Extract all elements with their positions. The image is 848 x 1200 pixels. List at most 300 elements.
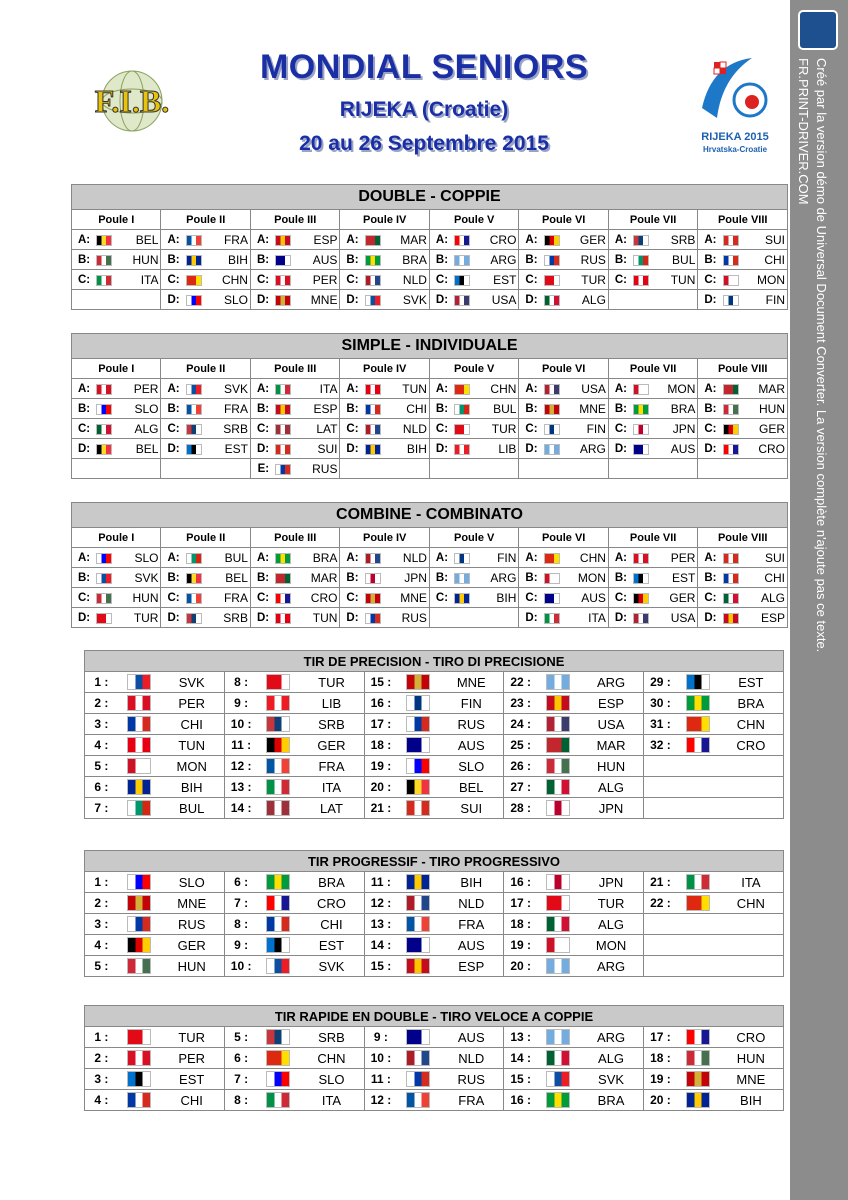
country-code <box>719 777 784 798</box>
poule-header: Poule III <box>250 359 339 379</box>
group-letter: B: <box>429 399 450 419</box>
country-code: BIH <box>206 250 251 270</box>
flag-ita-icon <box>266 1092 290 1108</box>
flag-est-icon <box>454 275 470 286</box>
flag-ita-icon <box>275 384 291 395</box>
country-code: ITA <box>295 379 340 399</box>
rank-number: 22 : <box>644 893 677 914</box>
poule-header: Poule III <box>250 210 339 230</box>
country-code: PER <box>116 379 161 399</box>
flag-cell <box>271 568 295 588</box>
group-letter: A: <box>429 548 450 568</box>
table-row <box>85 756 784 777</box>
table-row <box>72 290 788 310</box>
flag-cell <box>182 608 206 628</box>
flag-fra-icon <box>406 1092 430 1108</box>
country-code: CRO <box>719 735 784 756</box>
group-letter: C: <box>698 588 719 608</box>
rank-number <box>644 777 677 798</box>
country-code: SUI <box>743 230 788 250</box>
country-code: MON <box>564 568 609 588</box>
flag-mon-icon <box>544 573 560 584</box>
double-coppie-table <box>71 184 788 310</box>
country-code: TUR <box>564 270 609 290</box>
group-letter: C: <box>340 419 361 439</box>
flag-cell <box>719 459 743 479</box>
flag-alg-icon <box>544 295 560 306</box>
rank-number: 6 : <box>85 777 118 798</box>
table-row <box>85 1048 784 1069</box>
section-title: TIR RAPIDE EN DOUBLE - TIRO VELOCE A COPPIE <box>85 1006 784 1027</box>
poule-header: Poule VII <box>608 210 697 230</box>
country-code: RUS <box>295 459 340 479</box>
rank-number: 14 : <box>224 798 257 819</box>
flag-cell <box>271 588 295 608</box>
group-letter: C: <box>72 588 93 608</box>
section-title: COMBINE - COMBINATO <box>72 503 788 528</box>
rank-number <box>644 914 677 935</box>
country-code: MNE <box>564 399 609 419</box>
rank-number: 22 : <box>504 672 537 693</box>
rank-number: 17 : <box>504 893 537 914</box>
flag-sui-icon <box>723 553 739 564</box>
group-letter: B: <box>72 399 93 419</box>
flag-cell <box>677 914 719 935</box>
flag-cell <box>118 756 160 777</box>
flag-aus-icon <box>406 737 430 753</box>
flag-cell <box>397 693 439 714</box>
flag-cell <box>361 290 385 310</box>
group-letter: B: <box>161 568 182 588</box>
flag-cell <box>450 439 474 459</box>
flag-cell <box>450 459 474 479</box>
page-title: MONDIAL SENIORS <box>259 48 588 86</box>
group-letter: C: <box>161 270 182 290</box>
flag-srb-icon <box>633 235 649 246</box>
flag-svk-icon <box>546 1071 570 1087</box>
country-code: BRA <box>295 548 340 568</box>
country-code: AUS <box>439 1027 504 1048</box>
flag-bul-icon <box>127 800 151 816</box>
group-letter: D: <box>519 439 540 459</box>
group-letter: A: <box>519 230 540 250</box>
country-code <box>653 290 698 310</box>
country-code <box>653 459 698 479</box>
country-code: EST <box>206 439 251 459</box>
flag-cell <box>677 956 719 977</box>
rank-number: 6 : <box>224 1048 257 1069</box>
rank-number: 2 : <box>85 693 118 714</box>
group-letter <box>608 290 629 310</box>
country-code: BIH <box>385 439 430 459</box>
rank-number: 15 : <box>364 672 397 693</box>
flag-cell <box>182 270 206 290</box>
flag-bel-icon <box>96 444 112 455</box>
flag-bra-icon <box>633 404 649 415</box>
flag-srb-icon <box>266 1029 290 1045</box>
country-code: BRA <box>579 1090 644 1111</box>
simple-individuale-table <box>71 333 788 479</box>
flag-alg-icon <box>723 593 739 604</box>
country-code: ESP <box>743 608 788 628</box>
rank-number: 2 : <box>85 893 118 914</box>
country-code: HUN <box>116 588 161 608</box>
rank-number: 30 : <box>644 693 677 714</box>
flag-est-icon <box>127 1071 151 1087</box>
rank-number: 1 : <box>85 872 118 893</box>
poule-header: Poule VIII <box>698 210 788 230</box>
country-code <box>474 459 519 479</box>
table-row <box>72 568 788 588</box>
flag-cell <box>118 1090 160 1111</box>
flag-cell <box>361 419 385 439</box>
country-code: ARG <box>579 1027 644 1048</box>
flag-cell <box>182 439 206 459</box>
group-letter <box>608 459 629 479</box>
poule-header: Poule I <box>72 210 161 230</box>
rank-number: 1 : <box>85 672 118 693</box>
flag-cell <box>537 893 579 914</box>
flag-cell <box>271 608 295 628</box>
flag-cell <box>719 588 743 608</box>
rijeka-2015-logo <box>692 48 778 158</box>
flag-cell <box>629 399 653 419</box>
flag-cell <box>629 548 653 568</box>
country-code: AUS <box>295 250 340 270</box>
rank-number: 20 : <box>504 956 537 977</box>
flag-cell <box>450 399 474 419</box>
flag-slo-icon <box>406 758 430 774</box>
flag-chn-icon <box>686 895 710 911</box>
flag-svk-icon <box>96 573 112 584</box>
flag-bra-icon <box>546 1092 570 1108</box>
flag-cell <box>677 872 719 893</box>
flag-bul-icon <box>186 553 202 564</box>
group-letter: B: <box>608 568 629 588</box>
flag-bih-icon <box>454 593 470 604</box>
poule-header: Poule I <box>72 528 161 548</box>
flag-cell <box>271 548 295 568</box>
flag-cell <box>450 588 474 608</box>
flag-arg-icon <box>546 958 570 974</box>
flag-lat-icon <box>275 424 291 435</box>
country-code: SRB <box>206 419 251 439</box>
table-row <box>85 1069 784 1090</box>
group-letter: C: <box>161 419 182 439</box>
group-letter: C: <box>340 588 361 608</box>
flag-cell <box>397 893 439 914</box>
rank-number: 19 : <box>644 1069 677 1090</box>
watermark-line-2: FR.PRINT-DRIVER.COM <box>796 58 811 205</box>
group-letter: C: <box>608 588 629 608</box>
flag-cell <box>361 230 385 250</box>
flag-rus-icon <box>127 916 151 932</box>
flag-cell <box>182 230 206 250</box>
group-letter: A: <box>608 548 629 568</box>
country-code: USA <box>474 290 519 310</box>
group-letter: B: <box>250 250 271 270</box>
country-code <box>564 459 609 479</box>
country-code: RUS <box>439 714 504 735</box>
country-code: MON <box>743 270 788 290</box>
flag-mne-icon <box>365 593 381 604</box>
group-letter: D: <box>72 439 93 459</box>
rank-number: 10 : <box>224 714 257 735</box>
flag-cell <box>677 714 719 735</box>
table-row <box>85 735 784 756</box>
rank-number: 2 : <box>85 1048 118 1069</box>
country-code: FIN <box>439 693 504 714</box>
country-code: CHN <box>206 270 251 290</box>
flag-cell <box>540 270 564 290</box>
country-code: USA <box>579 714 644 735</box>
flag-est-icon <box>266 937 290 953</box>
flag-ger-icon <box>544 235 560 246</box>
poule-header: Poule V <box>429 210 518 230</box>
country-code: LIB <box>474 439 519 459</box>
tir-rapide-table <box>84 1005 784 1111</box>
watermark-text <box>794 58 830 652</box>
country-code: MNE <box>385 588 430 608</box>
flag-fra-icon <box>406 916 430 932</box>
country-code: ESP <box>439 956 504 977</box>
country-code: GER <box>160 935 225 956</box>
flag-cell <box>361 608 385 628</box>
country-code: PER <box>160 1048 225 1069</box>
rank-number: 13 : <box>224 777 257 798</box>
table-row <box>72 379 788 399</box>
flag-bel-icon <box>96 235 112 246</box>
flag-cell <box>677 1048 719 1069</box>
country-code: EST <box>653 568 698 588</box>
rank-number <box>644 935 677 956</box>
rank-number: 14 : <box>504 1048 537 1069</box>
poule-header: Poule II <box>161 359 250 379</box>
country-code: FRA <box>439 914 504 935</box>
rank-number: 25 : <box>504 735 537 756</box>
group-letter: C: <box>250 419 271 439</box>
flag-cell <box>397 1090 439 1111</box>
flag-tur-icon <box>544 275 560 286</box>
country-code: ARG <box>579 956 644 977</box>
flag-cro-icon <box>275 593 291 604</box>
flag-cell <box>118 735 160 756</box>
flag-tur-icon <box>546 895 570 911</box>
flag-cell <box>92 568 116 588</box>
rank-number: 19 : <box>504 935 537 956</box>
country-code: SVK <box>579 1069 644 1090</box>
flag-cell <box>271 439 295 459</box>
flag-cell <box>540 588 564 608</box>
group-letter: C: <box>519 419 540 439</box>
flag-cell <box>361 399 385 419</box>
country-code: BRA <box>299 872 364 893</box>
country-code: BUL <box>160 798 225 819</box>
flag-cell <box>719 548 743 568</box>
rank-number: 8 : <box>224 672 257 693</box>
flag-cell <box>629 250 653 270</box>
flag-cell <box>450 230 474 250</box>
rank-number: 11 : <box>224 735 257 756</box>
poule-header: Poule III <box>250 528 339 548</box>
table-row <box>85 672 784 693</box>
flag-srb-icon <box>186 424 202 435</box>
flag-cell <box>257 956 299 977</box>
country-code: ALG <box>564 290 609 310</box>
group-letter <box>519 459 540 479</box>
flag-per-icon <box>275 275 291 286</box>
flag-cell <box>450 250 474 270</box>
flag-cell <box>719 439 743 459</box>
group-letter: B: <box>429 568 450 588</box>
flag-cell <box>361 588 385 608</box>
flag-cell <box>397 935 439 956</box>
flag-rus-icon <box>406 1071 430 1087</box>
flag-usa-icon <box>546 716 570 732</box>
country-code: CHN <box>719 714 784 735</box>
flag-cell <box>537 672 579 693</box>
flag-cell <box>397 798 439 819</box>
rank-number: 9 : <box>224 693 257 714</box>
group-letter: E: <box>250 459 271 479</box>
flag-hun-icon <box>723 404 739 415</box>
table-row <box>72 459 788 479</box>
flag-cell <box>182 399 206 419</box>
country-code: CHI <box>160 1090 225 1111</box>
country-code: NLD <box>439 893 504 914</box>
country-code: RUS <box>385 608 430 628</box>
flag-arg-icon <box>546 1029 570 1045</box>
tir-progressif-table <box>84 850 784 977</box>
flag-tun-icon <box>275 613 291 624</box>
rank-number: 16 : <box>364 693 397 714</box>
rank-number: 12 : <box>364 893 397 914</box>
rank-number: 5 : <box>85 756 118 777</box>
flag-esp-icon <box>723 613 739 624</box>
country-code: MNE <box>719 1069 784 1090</box>
country-code: AUS <box>439 735 504 756</box>
flag-aus-icon <box>544 593 560 604</box>
group-letter: C: <box>250 270 271 290</box>
flag-cro-icon <box>686 1029 710 1045</box>
flag-cell <box>719 290 743 310</box>
group-letter: A: <box>429 379 450 399</box>
flag-cell <box>92 419 116 439</box>
country-code: ESP <box>295 230 340 250</box>
group-letter: B: <box>608 250 629 270</box>
flag-cell <box>629 379 653 399</box>
group-letter: C: <box>250 588 271 608</box>
group-letter: A: <box>72 548 93 568</box>
group-letter: C: <box>698 270 719 290</box>
group-letter: D: <box>250 608 271 628</box>
flag-cell <box>540 399 564 419</box>
flag-svk-icon <box>266 958 290 974</box>
flag-cell <box>397 872 439 893</box>
country-code: ESP <box>579 693 644 714</box>
flag-lib-icon <box>266 695 290 711</box>
group-letter: D: <box>429 290 450 310</box>
poule-header: Poule VIII <box>698 359 788 379</box>
udc-logo-icon <box>798 10 838 50</box>
country-code <box>116 290 161 310</box>
country-code: SRB <box>206 608 251 628</box>
country-code: TUN <box>385 379 430 399</box>
flag-cell <box>540 290 564 310</box>
flag-cell <box>257 798 299 819</box>
flag-svk-icon <box>365 295 381 306</box>
flag-alg-icon <box>546 779 570 795</box>
watermark-line-1: Créé par la version démo de Universal Document Converter. La version complète n'ajoute pas ce texte. <box>814 58 829 653</box>
flag-cell <box>397 1027 439 1048</box>
country-code: GER <box>299 735 364 756</box>
rank-number: 4 : <box>85 935 118 956</box>
flag-tur-icon <box>96 613 112 624</box>
flag-cell <box>92 379 116 399</box>
flag-cell <box>397 914 439 935</box>
rank-number: 16 : <box>504 872 537 893</box>
table-row <box>85 914 784 935</box>
country-code: SLO <box>206 290 251 310</box>
rank-number: 23 : <box>504 693 537 714</box>
poule-header: Poule IV <box>340 528 429 548</box>
country-code: ALG <box>579 777 644 798</box>
country-code: HUN <box>160 956 225 977</box>
rank-number: 19 : <box>364 756 397 777</box>
flag-cell <box>719 608 743 628</box>
country-code: PER <box>653 548 698 568</box>
flag-cell <box>118 798 160 819</box>
country-code: BEL <box>116 439 161 459</box>
rank-number: 3 : <box>85 914 118 935</box>
group-letter: D: <box>161 608 182 628</box>
rank-number: 21 : <box>364 798 397 819</box>
flag-cro-icon <box>686 737 710 753</box>
flag-alg-icon <box>546 916 570 932</box>
flag-svk-icon <box>127 674 151 690</box>
flag-nld-icon <box>365 553 381 564</box>
flag-cell <box>92 250 116 270</box>
country-code: AUS <box>564 588 609 608</box>
country-code: MON <box>160 756 225 777</box>
flag-cell <box>257 1069 299 1090</box>
flag-mon-icon <box>633 384 649 395</box>
rank-number: 20 : <box>644 1090 677 1111</box>
group-letter <box>72 290 93 310</box>
flag-cell <box>182 250 206 270</box>
country-code: NLD <box>439 1048 504 1069</box>
table-row <box>85 893 784 914</box>
flag-cell <box>118 1027 160 1048</box>
group-letter <box>429 459 450 479</box>
country-code: TUR <box>579 893 644 914</box>
country-code <box>719 956 784 977</box>
flag-cell <box>537 756 579 777</box>
flag-cell <box>450 548 474 568</box>
flag-mon-icon <box>723 275 739 286</box>
flag-slo-icon <box>96 553 112 564</box>
flag-bih-icon <box>686 1092 710 1108</box>
country-code: SLO <box>116 548 161 568</box>
country-code: RUS <box>439 1069 504 1090</box>
group-letter: B: <box>340 250 361 270</box>
country-code <box>206 459 251 479</box>
poule-header: Poule II <box>161 528 250 548</box>
flag-cell <box>537 714 579 735</box>
flag-alg-icon <box>546 1050 570 1066</box>
country-code: TUN <box>653 270 698 290</box>
country-code: ARG <box>474 568 519 588</box>
